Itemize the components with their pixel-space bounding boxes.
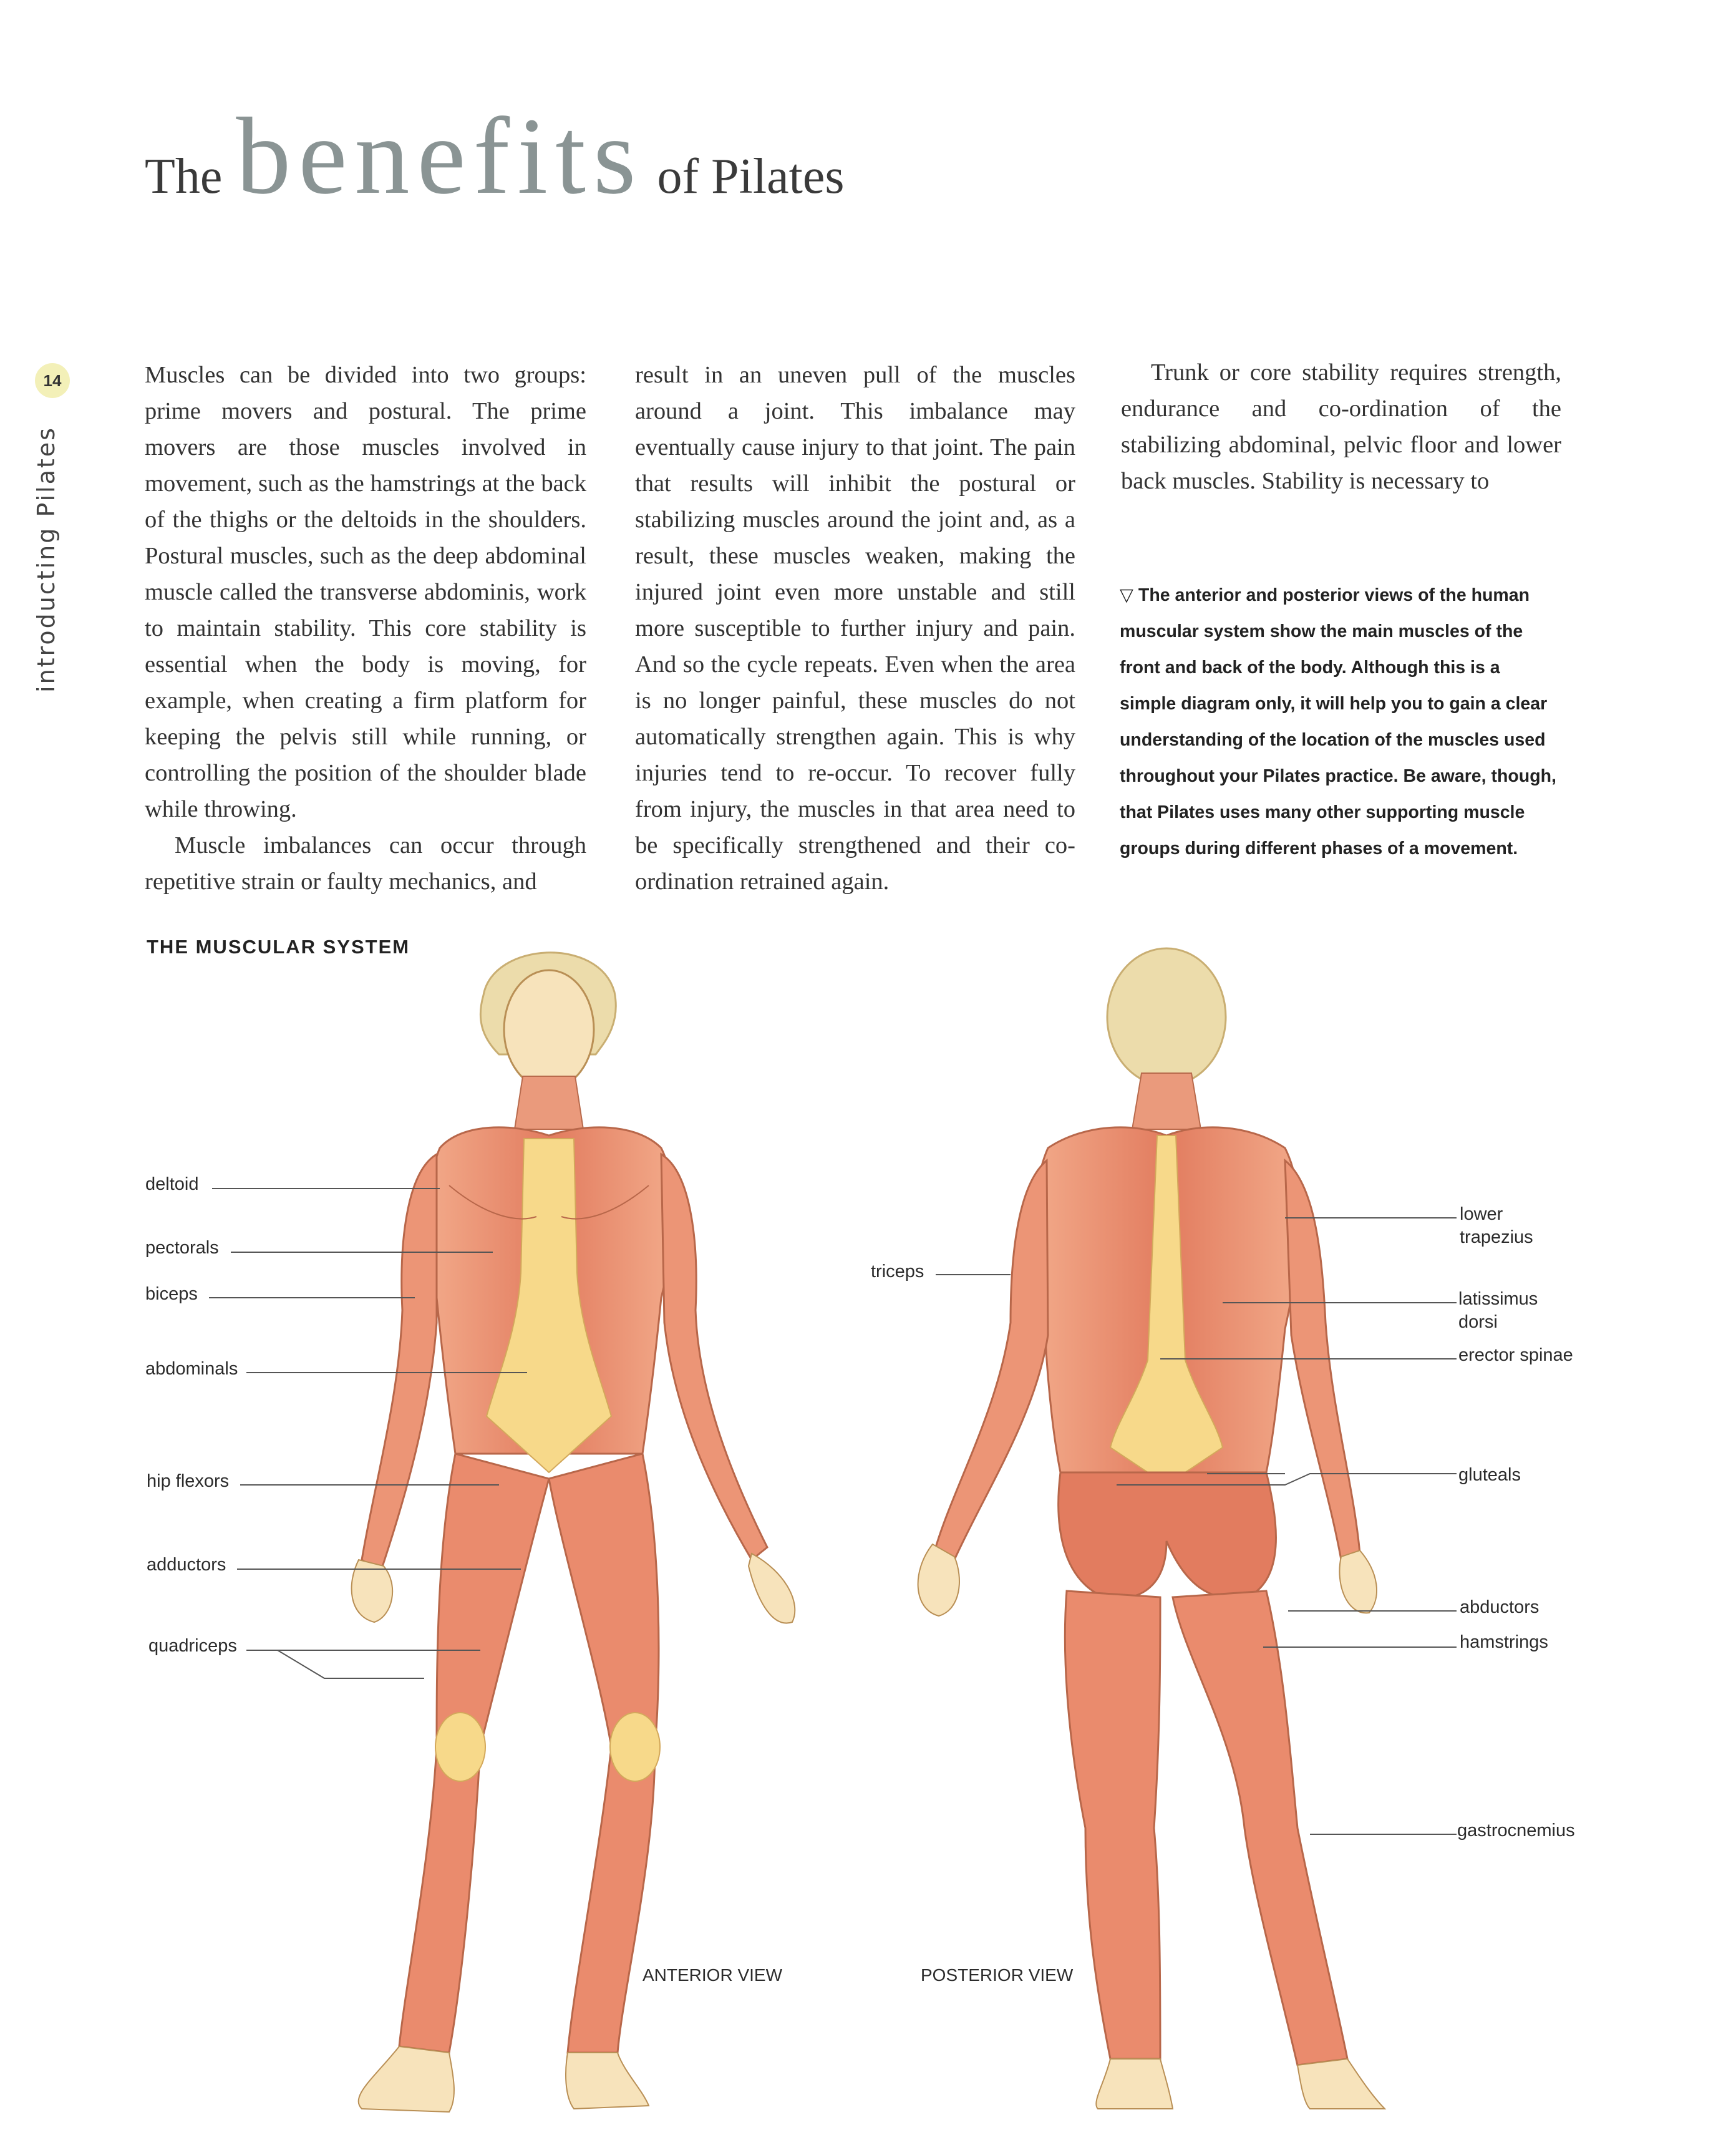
label-abductors: abductors: [1460, 1597, 1540, 1617]
title-main-word: benefits: [236, 95, 644, 217]
label-abdominals: abdominals: [145, 1359, 238, 1379]
muscular-system-figure: [0, 923, 1736, 2140]
page-number-badge: 14: [35, 363, 70, 398]
body-column-1: [145, 357, 586, 900]
label-hamstrings: hamstrings: [1460, 1632, 1548, 1652]
caption-text: The anterior and posterior views of the human muscular system show the main muscles of the front and back of the body. Although this is a simple diagram only, it will help you to gain a clear understanding of the location of the muscles used throughout your Pilates practice. Be aware, though, that Pilates uses many other supporting muscle groups during different phases of a movement.: [1120, 585, 1556, 858]
label-pectorals: pectorals: [145, 1238, 219, 1258]
page-title: [145, 94, 845, 217]
paragraph: Trunk or core stability requires strength, endurance and co-ordination of the stabilizing abdominal, pelvic floor and lower back muscles. Stability is necessary to: [1121, 359, 1561, 494]
figure-caption: [1120, 577, 1556, 867]
label-gluteals: gluteals: [1458, 1465, 1521, 1485]
title-prefix: The: [145, 149, 223, 204]
muscle-illustration: [0, 923, 1736, 2140]
triangle-marker-icon: ▽: [1120, 585, 1133, 605]
label-latissimus-dorsi: latissimus dorsi: [1458, 1289, 1538, 1332]
label-triceps: triceps: [871, 1262, 924, 1282]
paragraph: result in an uneven pull of the muscles around a joint. This imbalance may eventually cause injury to that joint. The pain that results will inhibit the postural or stabilizing muscles around the joint and, as a result, these muscles weaken, making the injured joint even more unstable and still more susceptible to further injury and pain. And so the cycle repeats. Even when the area is no longer painful, these muscles do not automatically strengthen again. This is why injuries tend to re-occur. To recover fully from injury, the muscles in that area need to be specifically strengthened and their co-ordination retrained again.: [635, 362, 1075, 895]
label-hip-flexors: hip flexors: [147, 1471, 230, 1491]
label-lower-trapezius: lower trapezius: [1460, 1204, 1533, 1247]
section-label: introducting Pilates: [32, 426, 60, 693]
label-adductors: adductors: [147, 1555, 226, 1575]
paragraph: Muscles can be divided into two groups: prime movers and postural. The prime movers are those muscles involved in movement, such as the hamstrings at the back of the thighs or the deltoids in the shoulders. Postural muscles, such as the deep abdominal muscle called the transverse abdominis, work to maintain stability. This core stability is essential when the body is moving, for example, when creating a firm platform for keeping the pelvis still while running, or controlling the position of the shoulder blade while throwing.: [145, 362, 586, 822]
paragraph: Muscle imbalances can occur through repetitive strain or faulty mechanics, and: [145, 832, 586, 895]
body-column-2: [635, 357, 1075, 900]
body-column-3: [1121, 354, 1561, 499]
anterior-figure: [352, 953, 795, 2112]
figure-heading: THE MUSCULAR SYSTEM: [147, 936, 410, 958]
posterior-figure: [918, 948, 1385, 2109]
label-deltoid: deltoid: [145, 1174, 199, 1194]
anterior-view-label: ANTERIOR VIEW: [643, 1965, 783, 1985]
title-suffix: of Pilates: [657, 149, 845, 204]
label-gastrocnemius: gastrocnemius: [1457, 1821, 1575, 1841]
label-quadriceps: quadriceps: [148, 1636, 237, 1656]
label-biceps: biceps: [145, 1284, 198, 1304]
label-erector-spinae: erector spinae: [1458, 1345, 1573, 1365]
posterior-view-label: POSTERIOR VIEW: [921, 1965, 1074, 1985]
